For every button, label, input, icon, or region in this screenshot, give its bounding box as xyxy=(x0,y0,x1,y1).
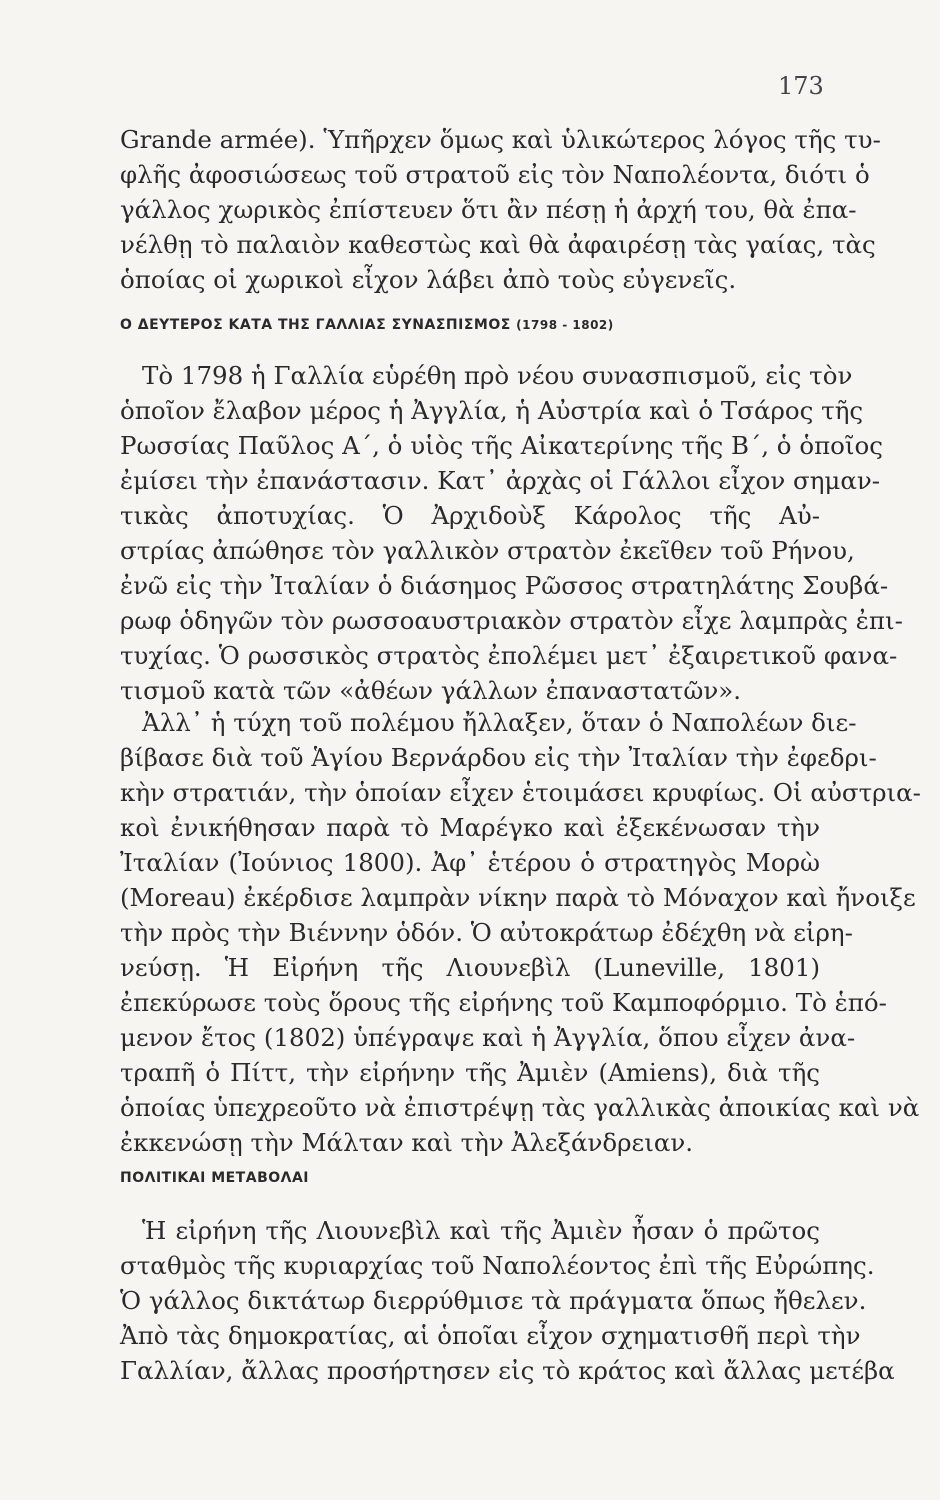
paragraph-fortune xyxy=(120,705,921,1160)
section-heading-political-changes xyxy=(120,1170,309,1186)
text-line: τικὰς ἀποτυχίας. Ὁ Ἀρχιδοὺξ Κάρολος τῆς Αὐ- xyxy=(120,501,820,530)
section-heading-second-coalition xyxy=(120,317,614,333)
text-line: φλῆς ἀφοσιώσεως τοῦ στρατοῦ εἰς τὸν Ναπολέοντα, διότι ὁ xyxy=(120,160,870,189)
text-line: κοὶ ἐνικήθησαν παρὰ τὸ Μαρέγκο καὶ ἐξεκένωσαν τὴν xyxy=(120,813,820,842)
text-line: (Moreau) ἐκέρδισε λαμπρὰν νίκην παρὰ τὸ Μόναχον καὶ ἤνοιξε xyxy=(120,883,916,912)
heading-title: ΠΟΛΙΤΙΚΑΙ ΜΕΤΑΒΟΛΑΙ xyxy=(120,1170,310,1186)
text-line: ἐκκενώσῃ τὴν Μάλταν καὶ τὴν Ἀλεξάνδρειαν. xyxy=(120,1128,694,1157)
text-line: νέλθῃ τὸ παλαιὸν καθεστὼς καὶ θὰ ἀφαιρέσῃ τὰς γαίας, τὰς xyxy=(120,230,876,259)
text-line: Τὸ 1798 ἡ Γαλλία εὑρέθη πρὸ νέου συνασπισμοῦ, εἰς τὸν xyxy=(142,361,853,390)
text-line: Ἡ εἰρήνη τῆς Λιουνεβὶλ καὶ τῆς Ἀμιὲν ἦσαν ὁ πρῶτος xyxy=(142,1216,820,1245)
text-line: σταθμὸς τῆς κυριαρχίας τοῦ Ναπολέοντος ἐπὶ τῆς Εὐρώπης. xyxy=(120,1251,875,1280)
paragraph-intro xyxy=(120,122,881,297)
text-line: τραπῆ ὁ Πίττ, τὴν εἰρήνην τῆς Ἀμιὲν (Amiens), διὰ τῆς xyxy=(120,1058,820,1087)
text-line: Grande armée). Ὑπῆρχεν ὅμως καὶ ὑλικώτερος λόγος τῆς τυ- xyxy=(120,125,881,154)
text-line: στρίας ἀπώθησε τὸν γαλλικὸν στρατὸν ἐκεῖθεν τοῦ Ρήνου, xyxy=(120,536,855,565)
text-line: τὴν πρὸς τὴν Βιέννην ὁδόν. Ὁ αὐτοκράτωρ ἐδέχθη νὰ εἰρη- xyxy=(120,918,853,947)
text-line: ὁποίας οἱ χωρικοὶ εἶχον λάβει ἀπὸ τοὺς εὐγενεῖς. xyxy=(120,265,737,294)
text-line: τυχίας. Ὁ ρωσσικὸς στρατὸς ἐπολέμει μετ᾽ ἐξαιρετικοῦ φανα- xyxy=(120,641,898,670)
text-line: Ἀπὸ τὰς δημοκρατίας, αἱ ὁποῖαι εἶχον σχηματισθῆ περὶ τὴν xyxy=(120,1321,861,1350)
page-number: 173 xyxy=(778,72,824,100)
text-line: ὁποίας ὑπεχρεοῦτο νὰ ἐπιστρέψῃ τὰς γαλλικὰς ἀποικίας καὶ νὰ xyxy=(120,1093,920,1122)
text-line: βίβασε διὰ τοῦ Ἁγίου Βερνάρδου εἰς τὴν Ἰταλίαν τὴν ἐφεδρι- xyxy=(120,743,877,772)
text-line: Ἰταλίαν (Ἰούνιος 1800). Ἀφ᾽ ἑτέρου ὁ στρατηγὸς Μορὼ xyxy=(120,848,820,877)
text-line: τισμοῦ κατὰ τῶν «ἀθέων γάλλων ἐπαναστατῶν». xyxy=(120,676,741,705)
text-line: ἐπεκύρωσε τοὺς ὅρους τῆς εἰρήνης τοῦ Καμποφόρμιο. Τὸ ἑπό- xyxy=(120,988,887,1017)
text-line: νεύσῃ. Ἡ Εἰρήνη τῆς Λιουνεβὶλ (Luneville, 1801) xyxy=(120,953,820,982)
text-line: Ἀλλ᾽ ἡ τύχη τοῦ πολέμου ἤλλαξεν, ὅταν ὁ Ναπολέων διε- xyxy=(142,708,857,737)
heading-title: Ο ΔΕΥΤΕΡΟΣ ΚΑΤΑ ΤΗΣ ΓΑΛΛΙΑΣ ΣΥΝΑΣΠΙΣΜΟΣ xyxy=(120,317,511,333)
text-line: ἐμίσει τὴν ἐπανάστασιν. Κατ᾽ ἀρχὰς οἱ Γάλλοι εἶχον σημαν- xyxy=(120,466,881,495)
text-line: ὁποῖον ἔλαβον μέρος ἡ Ἀγγλία, ἡ Αὐστρία καὶ ὁ Τσάρος τῆς xyxy=(120,396,864,425)
text-line: κὴν στρατιάν, τὴν ὁποίαν εἶχεν ἑτοιμάσει κρυφίως. Οἱ αὐστρια- xyxy=(120,778,921,807)
heading-dates: (1798 - 1802) xyxy=(516,318,614,332)
text-line: Ρωσσίας Παῦλος Α΄, ὁ υἱὸς τῆς Αἰκατερίνης τῆς Β΄, ὁ ὁποῖος xyxy=(120,431,884,460)
text-line: ἐνῶ εἰς τὴν Ἰταλίαν ὁ διάσημος Ρῶσσος στρατηλάτης Σουβά- xyxy=(120,571,889,600)
text-line: μενον ἔτος (1802) ὑπέγραψε καὶ ἡ Ἀγγλία, ὅπου εἶχεν ἀνα- xyxy=(120,1023,856,1052)
text-line: Ὁ γάλλος δικτάτωρ διερρύθμισε τὰ πράγματα ὅπως ἤθελεν. xyxy=(120,1286,867,1315)
paragraph-coalition xyxy=(120,358,903,708)
text-line: ρωφ ὁδηγῶν τὸν ρωσσοαυστριακὸν στρατὸν εἶχε λαμπρὰς ἐπι- xyxy=(120,606,903,635)
paragraph-political xyxy=(120,1213,895,1388)
text-line: Γαλλίαν, ἄλλας προσήρτησεν εἰς τὸ κράτος καὶ ἄλλας μετέβα xyxy=(120,1356,895,1385)
text-line: γάλλος χωρικὸς ἐπίστευεν ὅτι ἂν πέσῃ ἡ ἀρχή του, θὰ ἐπα- xyxy=(120,195,857,224)
